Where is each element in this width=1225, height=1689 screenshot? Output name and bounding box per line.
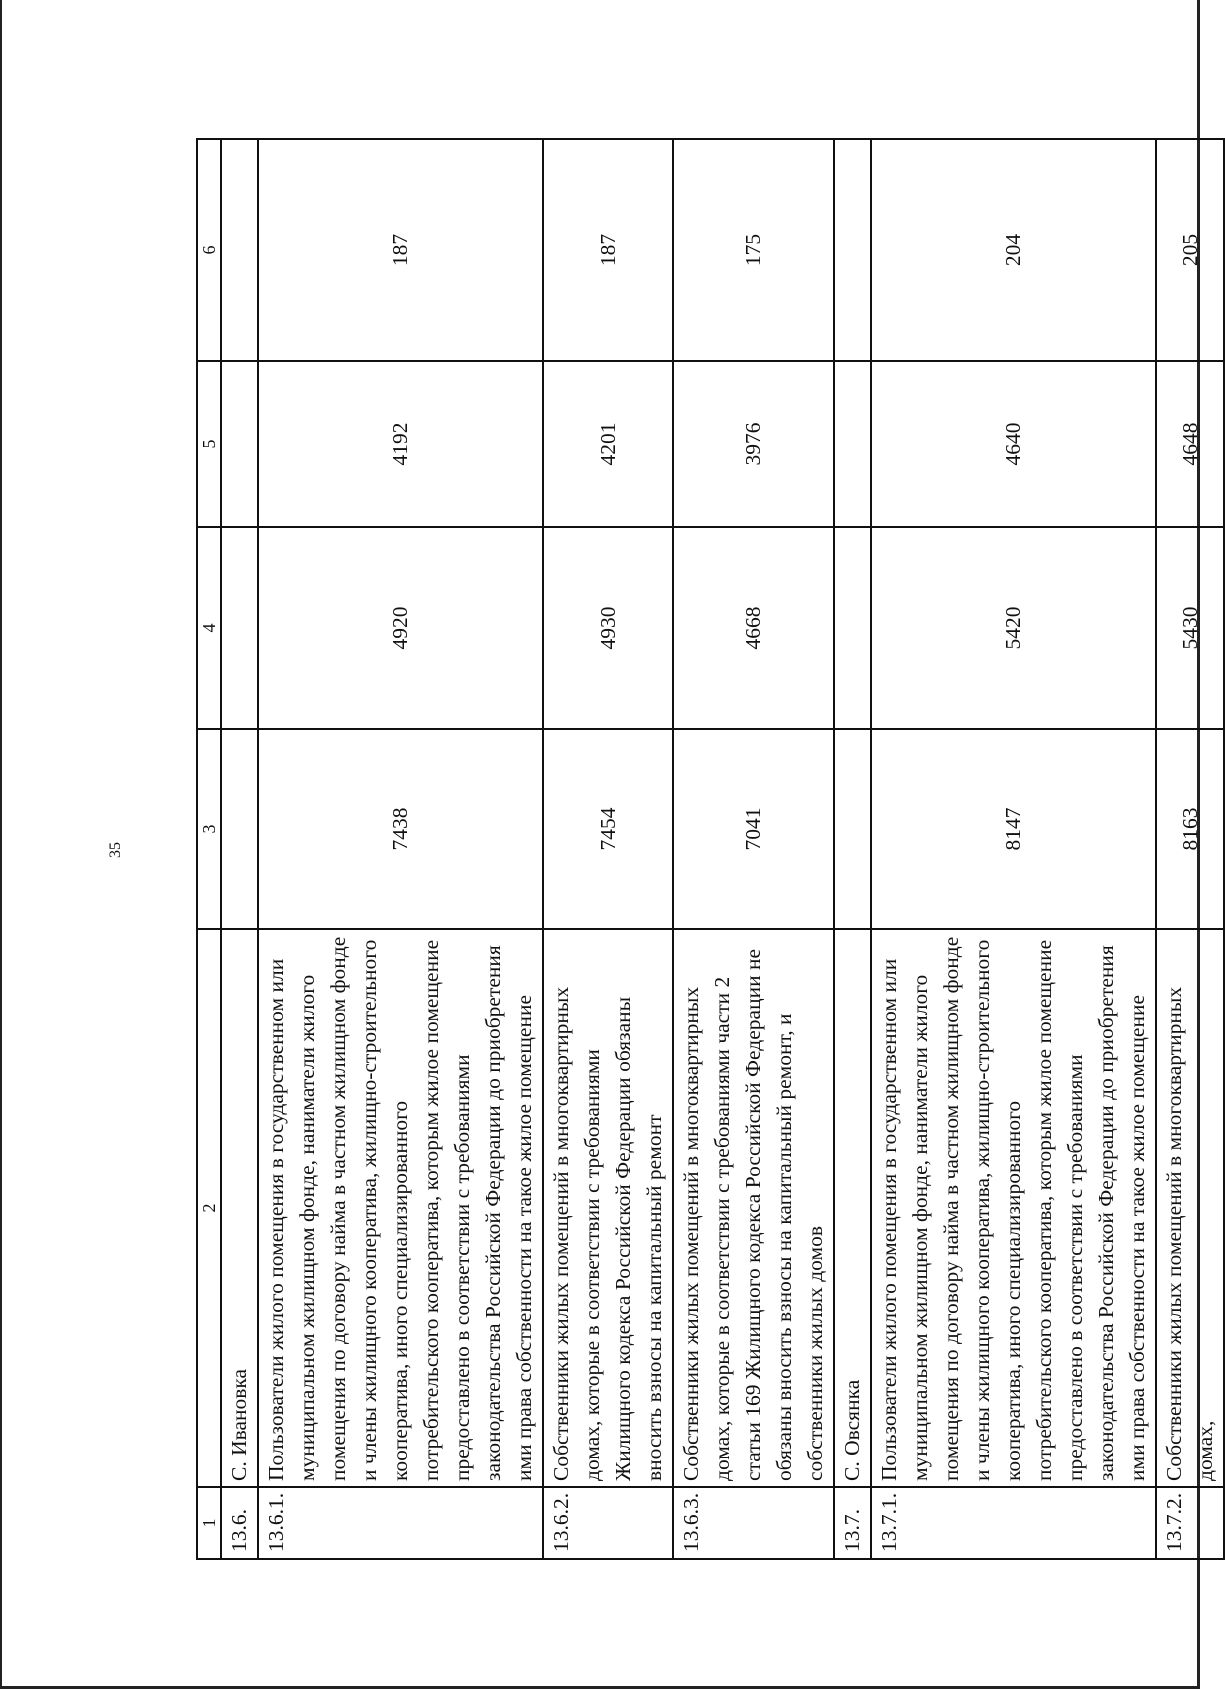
row-text: С. Овсянка	[834, 929, 871, 1487]
value-col6	[834, 139, 871, 361]
value-col3	[834, 729, 871, 929]
value-col5: 3976	[673, 361, 834, 527]
value-col4	[221, 527, 258, 729]
page-number: 35	[107, 842, 124, 858]
table-row	[834, 139, 871, 1559]
value-col3: 7438	[258, 729, 543, 929]
value-col4	[834, 527, 871, 729]
row-text: Пользователи жилого помещения в государственном или муниципальном жилищном фонде, наниматели жилого помещения по договору найма в частном жилищном фонде и члены жилищного кооператива, жилищно-строительного кооператива, иного специализированного потребительского кооператива, которым жилое помещение предоставлено в соответствии с требованиями законодательства Российской Федерации до приобретения ими права собственности на такое жилое помещение	[871, 929, 1156, 1487]
value-col6: 205	[1156, 139, 1224, 361]
row-text: Собственники жилых помещений в многоквартирных домах, которые в соответствии с требованиями Жилищного кодекса Российской Федерации обязаны вносить взносы на капитальный ремонт	[543, 929, 673, 1487]
row-code: 13.6.2.	[543, 1487, 673, 1559]
row-code: 13.7.2.	[1156, 1487, 1224, 1559]
row-text: Пользователи жилого помещения в государственном или муниципальном жилищном фонде, наниматели жилого помещения по договору найма в частном жилищном фонде и члены жилищного кооператива, жилищно-строительного кооператива, иного специализированного потребительского кооператива, которым жилое помещение предоставлено в соответствии с требованиями законодательства Российской Федерации до приобретения ими права собственности на такое жилое помещение	[258, 929, 543, 1487]
header-cell: 1	[197, 1487, 221, 1559]
value-col3: 8163	[1156, 729, 1224, 929]
table-row	[673, 139, 834, 1559]
value-col5: 4192	[258, 361, 543, 527]
row-code: 13.7.	[834, 1487, 871, 1559]
row-code: 13.6.3.	[673, 1487, 834, 1559]
value-col5: 4201	[543, 361, 673, 527]
row-text: С. Ивановка	[221, 929, 258, 1487]
value-col5	[221, 361, 258, 527]
value-col6: 187	[543, 139, 673, 361]
value-col4: 5420	[871, 527, 1156, 729]
value-col5: 4640	[871, 361, 1156, 527]
row-code: 13.6.	[221, 1487, 258, 1559]
value-col3	[221, 729, 258, 929]
value-col3: 7041	[673, 729, 834, 929]
table-row	[543, 139, 673, 1559]
table-row	[221, 139, 258, 1559]
value-col4: 4920	[258, 527, 543, 729]
value-col4: 5430	[1156, 527, 1224, 729]
value-col6: 187	[258, 139, 543, 361]
rotated-table-container	[196, 140, 1217, 1560]
header-cell: 4	[197, 527, 221, 729]
row-code: 13.6.1.	[258, 1487, 543, 1559]
value-col4: 4930	[543, 527, 673, 729]
value-col6	[221, 139, 258, 361]
value-col3: 7454	[543, 729, 673, 929]
value-col6: 204	[871, 139, 1156, 361]
header-cell: 6	[197, 139, 221, 361]
table-row	[258, 139, 543, 1559]
tariff-table	[196, 138, 1225, 1560]
row-text: Собственники жилых помещений в многоквартирных домах, которые в соответствии с требованиями части 2 статьи 169 Жилищного кодекса Российской Федерации не обязаны вносить взносы на капитальный ремонт, и собственники жилых домов	[673, 929, 834, 1487]
table-row	[1156, 139, 1224, 1559]
header-cell: 3	[197, 729, 221, 929]
row-code: 13.7.1.	[871, 1487, 1156, 1559]
value-col4: 4668	[673, 527, 834, 729]
value-col3: 8147	[871, 729, 1156, 929]
table-row	[871, 139, 1156, 1559]
value-col6: 175	[673, 139, 834, 361]
table-header-row	[197, 139, 221, 1559]
value-col5: 4648	[1156, 361, 1224, 527]
header-cell: 5	[197, 361, 221, 527]
header-cell: 2	[197, 929, 221, 1487]
row-text: Собственники жилых помещений в многоквартирных домах,	[1156, 929, 1224, 1487]
value-col5	[834, 361, 871, 527]
